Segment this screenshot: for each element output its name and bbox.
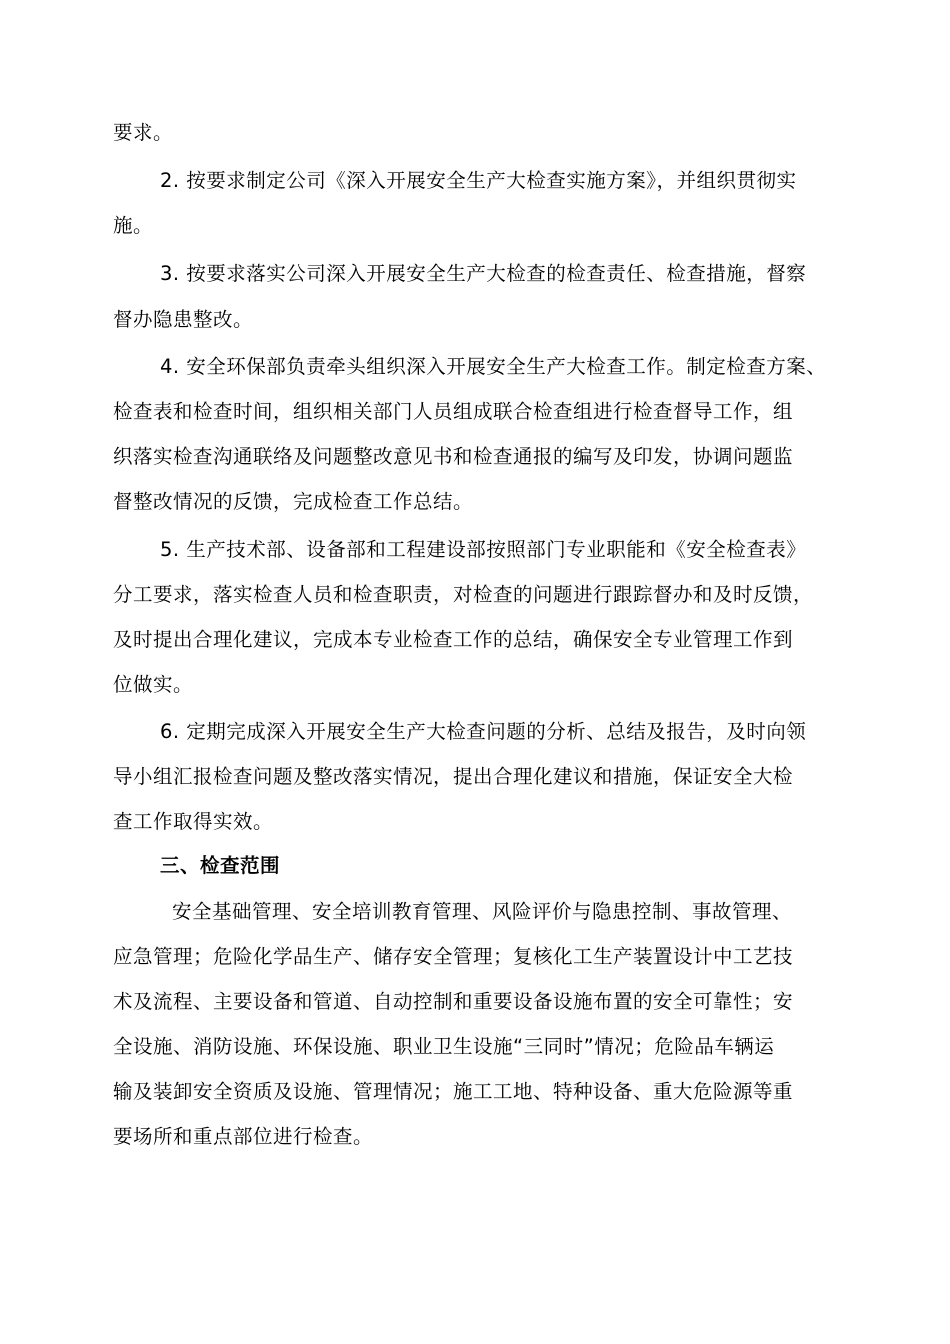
section-heading: 三、检查范围 — [160, 854, 281, 877]
text-line: 施。 — [113, 214, 154, 237]
text-line: 要场所和重点部位进行检查。 — [113, 1125, 374, 1148]
text-line: 查工作取得实效。 — [113, 810, 274, 833]
text-line: 督办隐患整改。 — [113, 308, 254, 331]
text-line: 督整改情况的反馈，完成检查工作总结。 — [113, 490, 474, 513]
text-line: 织落实检查沟通联络及问题整改意见书和检查通报的编写及印发，协调问题监 — [113, 445, 794, 468]
text-line: 位做实。 — [113, 673, 194, 696]
text-line: 全设施、消防设施、环保设施、职业卫生设施“三同时”情况；危险品车辆运 — [113, 1035, 775, 1058]
text-line: 术及流程、主要设备和管道、自动控制和重要设备设施布置的安全可靠性；安 — [113, 990, 794, 1013]
paragraph-line: 安全基础管理、安全培训教育管理、风险评价与隐患控制、事故管理、 — [172, 900, 793, 923]
text-line: 应急管理；危险化学品生产、储存安全管理；复核化工生产装置设计中工艺技 — [113, 945, 794, 968]
list-item-6: 6. 定期完成深入开展安全生产大检查问题的分析、总结及报告，及时向领 — [160, 720, 807, 743]
list-item-4: 4. 安全环保部负责牵头组织深入开展安全生产大检查工作。制定检查方案、 — [160, 355, 827, 378]
text-line: 检查表和检查时间，组织相关部门人员组成联合检查组进行检查督导工作，组 — [113, 400, 794, 423]
text-line: 要求。 — [113, 121, 174, 144]
text-line: 导小组汇报检查问题及整改落实情况，提出合理化建议和措施，保证安全大检 — [113, 765, 794, 788]
text-line: 输及装卸安全资质及设施、管理情况；施工工地、特种设备、重大危险源等重 — [113, 1080, 794, 1103]
list-item-5: 5. 生产技术部、设备部和工程建设部按照部门专业职能和《安全检查表》 — [160, 538, 807, 561]
list-item-2: 2. 按要求制定公司《深入开展安全生产大检查实施方案》，并组织贯彻实 — [160, 169, 797, 192]
text-line: 分工要求，落实检查人员和检查职责，对检查的问题进行跟踪督办和及时反馈， — [113, 583, 814, 606]
text-line: 及时提出合理化建议，完成本专业检查工作的总结，确保安全专业管理工作到 — [113, 628, 794, 651]
list-item-3: 3. 按要求落实公司深入开展安全生产大检查的检查责任、检查措施，督察 — [160, 262, 807, 285]
